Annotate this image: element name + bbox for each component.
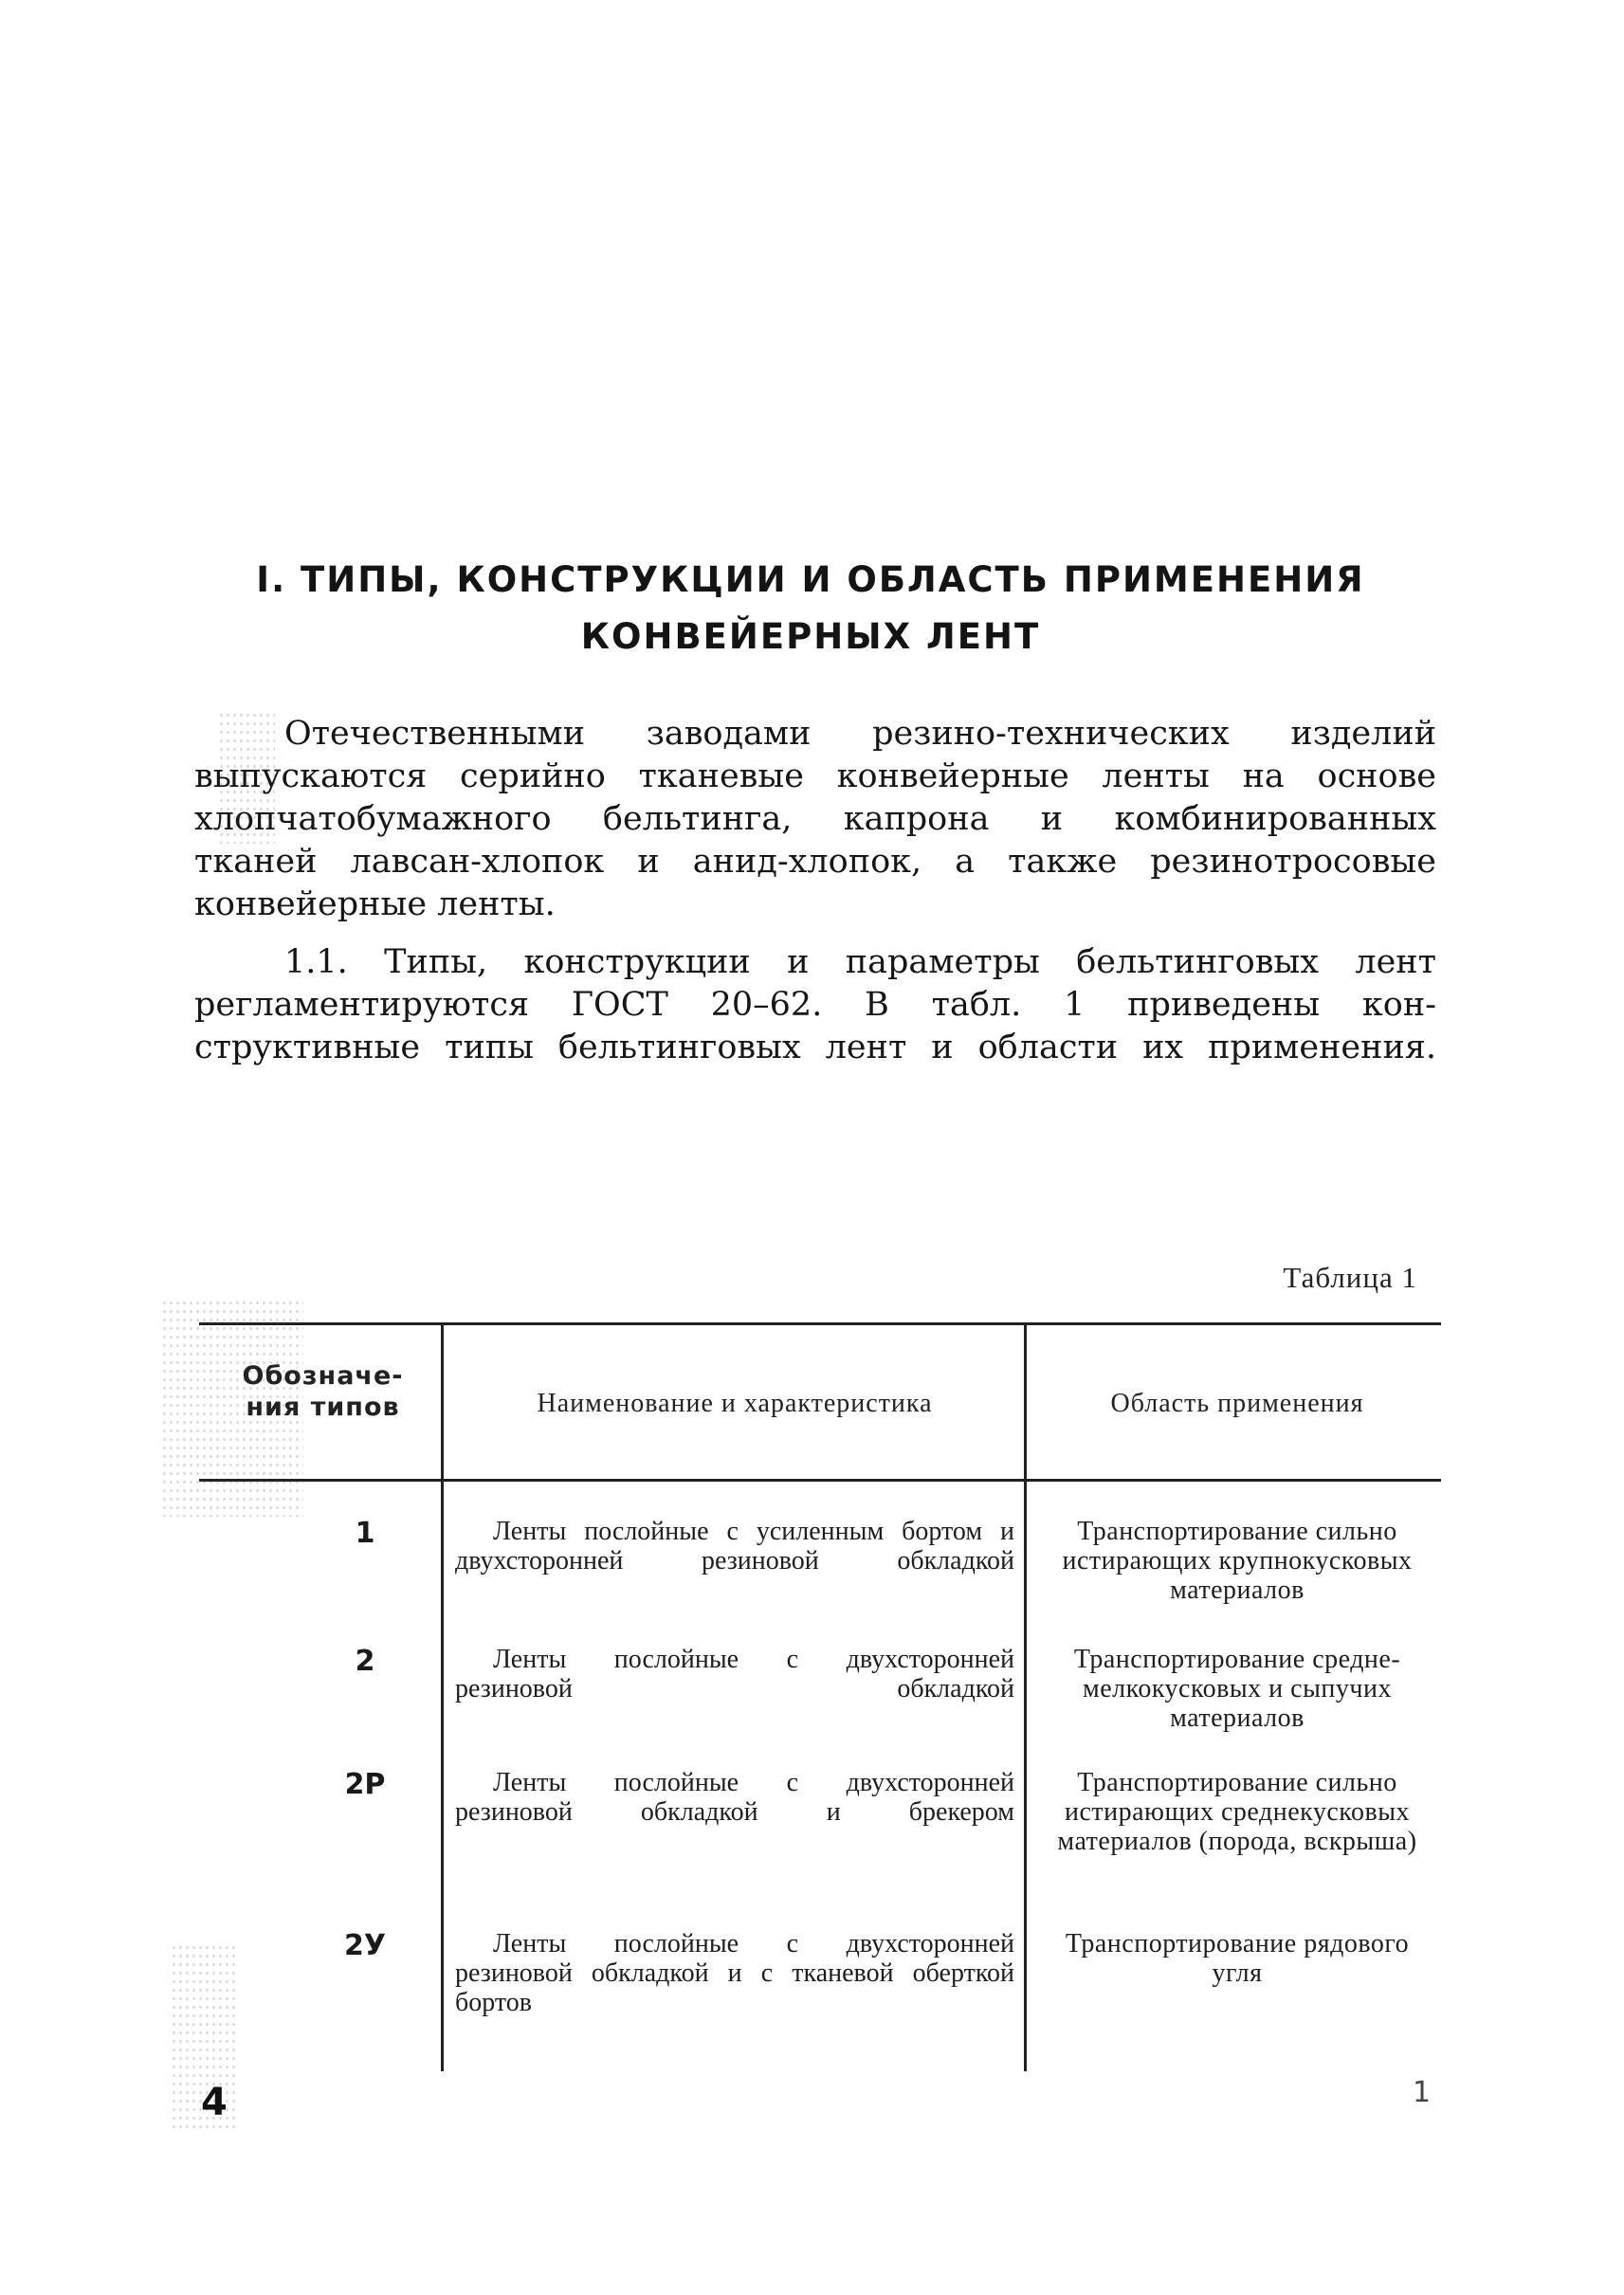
name-cell: Ленты послойные с двухсторонней резиновой обкладкой и с тканевой оберткой бортов — [455, 1929, 1014, 2017]
table-column-divider — [441, 1322, 444, 2071]
page-number: 4 — [201, 2081, 228, 2124]
header-type-line1: Обозначе- — [242, 1361, 404, 1391]
belt-types-table — [199, 1322, 1441, 2071]
section-heading-line2: КОНВЕЙЕРНЫХ ЛЕНТ — [580, 616, 1041, 657]
table-top-rule — [199, 1322, 1441, 1325]
paragraph-line: структивные типы бельтинговых лент и области их применения. — [194, 1029, 1436, 1066]
paragraph-line: регламентируются ГОСТ 20–62. В табл. 1 приведены кон- — [194, 986, 1436, 1024]
paragraph-line: 1.1. Типы, конструкции и параметры бельтинговых лент — [284, 943, 1436, 981]
use-cell: Транспортирование сильно истирающих крупнокусковых материалов — [1062, 1517, 1413, 1605]
name-cell: Ленты послойные с двухсторонней резиновой обкладкой — [455, 1645, 1014, 1703]
paragraph-line: конвейерные ленты. — [194, 885, 556, 923]
paragraph-line: выпускаются серийно тканевые конвейерные ленты на основе — [194, 757, 1436, 795]
name-cell: Ленты послойные с двухсторонней резиновой обкладкой и брекером — [455, 1768, 1014, 1827]
name-cell: Ленты послойные с усиленным бортом и двухсторонней резиновой обкладкой — [455, 1517, 1014, 1576]
corner-mark: 1 — [1413, 2076, 1432, 2109]
intro-paragraph — [194, 713, 1436, 926]
section-heading-line1: I. ТИПЫ, КОНСТРУКЦИИ И ОБЛАСТЬ ПРИМЕНЕНИЯ — [256, 559, 1365, 600]
section-1-1-paragraph — [194, 941, 1436, 1069]
header-name-characteristics: Наименование и характеристика — [537, 1389, 933, 1418]
type-cell: 2У — [343, 1929, 386, 1962]
paragraph-line: Отечественными заводами резино-технических изделий — [284, 715, 1436, 753]
use-cell: Транспортирование средне-мелкокусковых и сыпучих материалов — [1073, 1645, 1401, 1733]
table-column-divider — [1024, 1322, 1027, 2071]
type-cell: 1 — [355, 1517, 375, 1550]
type-cell: 2 — [355, 1645, 375, 1678]
use-cell: Транспортирование рядового угля — [1065, 1929, 1410, 1988]
header-type-designation — [216, 1360, 429, 1423]
table-caption: Таблица 1 — [1283, 1261, 1417, 1294]
paragraph-line: тканей лавсан-хлопок и анид-хлопок, а также резинотросовые — [194, 843, 1436, 881]
use-cell: Транспортирование сильно истирающих среднекусковых материалов (порода, вскрыша) — [1057, 1768, 1417, 1856]
type-cell: 2Р — [344, 1768, 386, 1801]
table-header-rule — [199, 1479, 1441, 1482]
header-type-line2: ния типов — [246, 1393, 400, 1422]
paragraph-line: хлопчатобумажного бельтинга, капрона и комбинированных — [194, 800, 1436, 838]
header-application-area: Область применения — [1110, 1389, 1364, 1418]
